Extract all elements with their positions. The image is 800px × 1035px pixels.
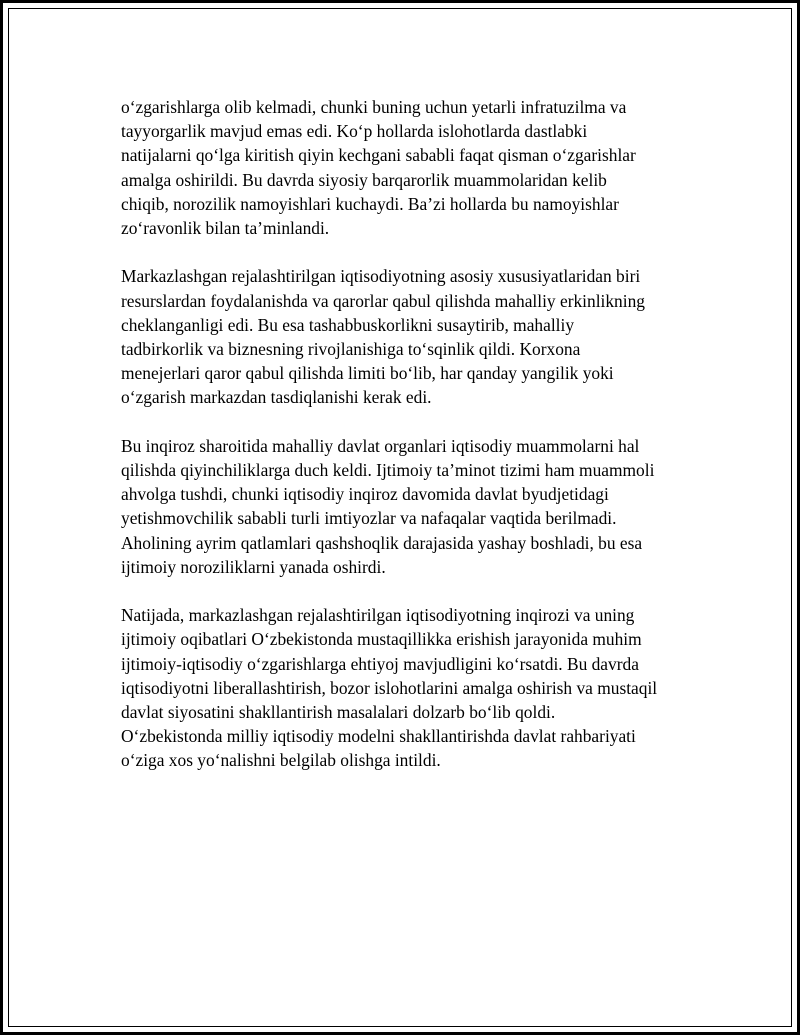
paragraph-3: Bu inqiroz sharoitida mahalliy davlat organlari iqtisodiy muammolarni hal qilishda qiyinchiliklarga duch keldi. Ijtimoiy ta’minot tizimi ham muammoli ahvolga tushdi, chunki iqtisodiy inqiroz davomida davlat byudjetidagi yetishmovchilik sababli turli imtiyozlar va nafaqalar vaqtida berilmadi. Aholining ayrim qatlamlari qashshoqlik darajasida yashay boshladi, bu esa ijtimoiy noroziliklarni yanada oshirdi. [121, 435, 655, 577]
document-body [121, 95, 701, 797]
paragraph-4: Natijada, markazlashgan rejalashtirilgan iqtisodiyotning inqirozi va uning ijtimoiy oqibatlari O‘zbekistonda mustaqillikka erishish jarayonida muhim ijtimoiy-iqtisodiy o‘zgarishlarga ehtiyoj mavjudligini ko‘rsatdi. Bu davrda iqtisodiyotni liberallashtirish, bozor islohotlarini amalga oshirish va mustaqil davlat siyosatini shakllantirish masalalari dolzarb bo‘lib qoldi. O‘zbekistonda milliy iqtisodiy modelni shakllantirishda davlat rahbariyati o‘ziga xos yo‘nalishni belgilab olishga intildi. [121, 605, 658, 771]
paragraph-1: o‘zgarishlarga olib kelmadi, chunki buning uchun yetarli infratuzilma va tayyorgarlik mavjud emas edi. Ko‘p hollarda islohotlarda dastlabki natijalarni qo‘lga kiritish qiyin kechgani sababli faqat qisman o‘zgarishlar amalga oshirildi. Bu davrda siyosiy barqarorlik muammolaridan kelib chiqib, norozilik namoyishlari kuchaydi. Ba’zi hollarda bu namoyishlar zo‘ravonlik bilan ta’minlandi. [121, 97, 636, 239]
paragraph-2: Markazlashgan rejalashtirilgan iqtisodiyotning asosiy xususiyatlaridan biri resurslardan foydalanishda va qarorlar qabul qilishda mahalliy erkinlikning cheklanganligi edi. Bu esa tashabbuskorlikni susaytirib, mahalliy tadbirkorlik va biznesning rivojlanishiga to‘sqinlik qildi. Korxona menejerlari qaror qabul qilishda limiti bo‘lib, har qanday yangilik yoki o‘zgarish markazdan tasdiqlanishi kerak edi. [121, 266, 645, 408]
